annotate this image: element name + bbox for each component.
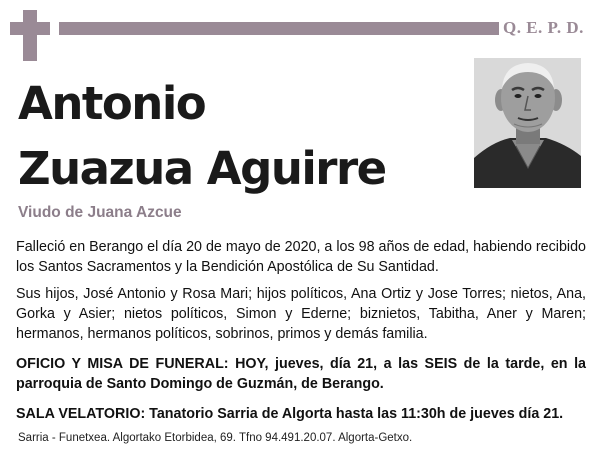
deceased-first-name: Antonio: [18, 77, 206, 130]
family-paragraph: Sus hijos, José Antonio y Rosa Mari; hijos políticos, Ana Ortiz y Jose Torres; nietos, Ana, Gorka y Asier; nietos políticos, Simon y Ederne; biznietos, Tabitha, Aner y Maren; hermanos, hermanos políticos, sobrinos, primos y demás familia.: [16, 286, 586, 342]
qepd-label: Q. E. P. D.: [503, 18, 584, 37]
funeral-home-footer: Sarria - Funetxea. Algortako Etorbidea, 69. Tfno 94.491.20.07. Algorta-Getxo.: [18, 432, 413, 444]
portrait-photo: [474, 58, 581, 188]
cross-icon: [23, 10, 37, 61]
header-bar: [59, 22, 499, 35]
funeral-paragraph: OFICIO Y MISA DE FUNERAL: HOY, jueves, día 21, a las SEIS de la tarde, en la parroquia de Santo Domingo de Guzmán, de Berango.: [16, 356, 586, 392]
widowed-line: Viudo de Juana Azcue: [18, 204, 182, 221]
death-notice-paragraph: Falleció en Berango el día 20 de mayo de 2020, a los 98 años de edad, habiendo recibido los Santos Sacramentos y la Bendición Apostólica de Su Santidad.: [16, 239, 586, 275]
deceased-surnames: Zuazua Aguirre: [18, 142, 386, 195]
cross-icon-arm: [10, 22, 50, 35]
wake-paragraph: SALA VELATORIO: Tanatorio Sarria de Algorta hasta las 11:30h de jueves día 21.: [16, 406, 564, 422]
